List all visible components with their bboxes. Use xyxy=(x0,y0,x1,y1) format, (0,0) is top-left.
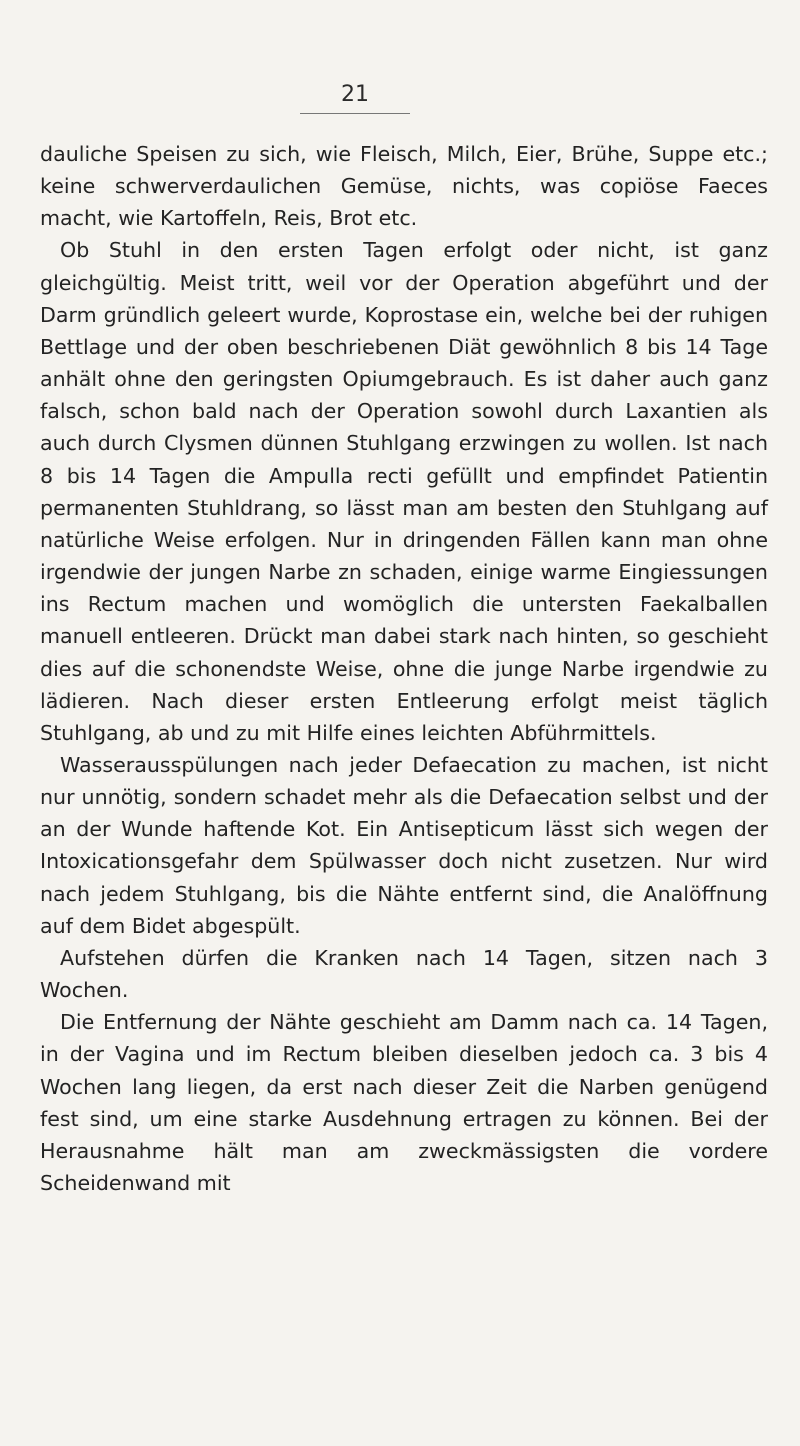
paragraph-1: dauliche Speisen zu sich, wie Fleisch, Milch, Eier, Brühe, Suppe etc.; keine schwerverdaulichen Gemüse, nichts, was copiöse Faeces macht, wie Kartoffeln, Reis, Brot etc. xyxy=(40,142,768,231)
paragraph-2: Ob Stuhl in den ersten Tagen erfolgt oder nicht, ist ganz gleichgültig. Meist tritt, weil vor der Operation abgeführt und der Darm gründlich geleert wurde, Koprostase ein, welche bei der ruhigen Bettlage und der oben beschriebenen Diät gewöhnlich 8 bis 14 Tage anhält ohne den geringsten Opiumgebrauch. Es ist daher auch ganz falsch, schon bald nach der Operation sowohl durch Laxantien als auch durch Clysmen dünnen Stuhlgang erzwingen zu wollen. Ist nach 8 bis 14 Tagen die Ampulla recti gefüllt und empfindet Patientin permanenten Stuhldrang, so lässt man am besten den Stuhlgang auf natürliche Weise erfolgen. Nur in dringenden Fällen kann man ohne irgendwie der jungen Narbe zn schaden, einige warme Eingiessungen ins Rectum machen und womöglich die untersten Faekalballen manuell entleeren. Drückt man dabei stark nach hinten, so geschieht dies auf die schonendste Weise, ohne die junge Narbe irgendwie zu lädieren. Nach dieser ersten Entleerung erfolgt meist täglich Stuhlgang, ab und zu mit Hilfe eines leichten Abführmittels. xyxy=(40,238,768,745)
paragraph-4: Aufstehen dürfen die Kranken nach 14 Tagen, sitzen nach 3 Wochen. xyxy=(40,945,768,1003)
page-number: 21 xyxy=(341,82,369,107)
paragraph-3: Wasserausspülungen nach jeder Defaecation zu machen, ist nicht nur unnötig, sondern schadet mehr als die Defaecation selbst und der an der Wunde haftende Kot. Ein Antisepticum lässt sich wegen der Intoxicationsgefahr dem Spülwasser doch nicht zusetzen. Nur wird nach jedem Stuhlgang, bis die Nähte entfernt sind, die Analöffnung auf dem Bidet abgespült. xyxy=(40,752,768,938)
body-text xyxy=(40,138,768,1199)
header-rule xyxy=(300,113,410,114)
paragraph-5: Die Entfernung der Nähte geschieht am Damm nach ca. 14 Tagen, in der Vagina und im Rectum bleiben dieselben jedoch ca. 3 bis 4 Wochen lang liegen, da erst nach dieser Zeit die Narben genügend fest sind, um eine starke Ausdehnung ertragen zu können. Bei der Herausnahme hält man am zweckmässigsten die vordere Scheidenwand mit xyxy=(40,1010,768,1195)
